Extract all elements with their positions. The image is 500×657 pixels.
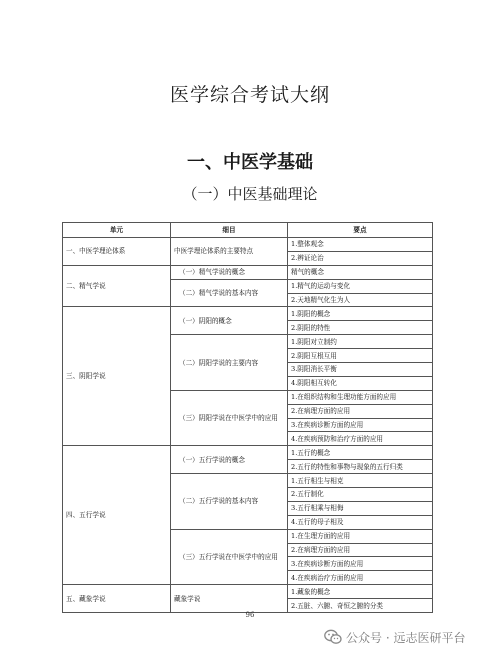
unit-cell: 四、五行学说 bbox=[63, 446, 171, 585]
point-cell: 2.五行的特性和事物与现象的五行归类 bbox=[288, 460, 433, 474]
item-cell: （一）精气学说的概念 bbox=[171, 265, 288, 279]
item-cell: 藏象学说 bbox=[171, 585, 288, 613]
point-cell: 1.在组织结构和生理功能方面的应用 bbox=[288, 390, 433, 404]
section-title: 一、中医学基础 bbox=[187, 152, 313, 173]
table-row bbox=[63, 265, 433, 279]
point-cell: 1.五行相生与相克 bbox=[288, 474, 433, 488]
point-cell: 1.整体观念 bbox=[288, 238, 433, 252]
item-cell: （三）五行学说在中医学中的应用 bbox=[171, 529, 288, 585]
point-cell: 精气的概念 bbox=[288, 265, 433, 279]
point-cell: 2.五脏、六腑、奇恒之腑的分类 bbox=[288, 599, 433, 613]
document-title: 医学综合考试大纲 bbox=[169, 84, 330, 106]
point-cell: 1.精气的运动与变化 bbox=[288, 279, 433, 293]
header-point: 要点 bbox=[288, 223, 433, 238]
point-cell: 4.在疾病预防和治疗方面的应用 bbox=[288, 432, 433, 446]
table-row bbox=[63, 585, 433, 599]
point-cell: 2.阴阳互根互用 bbox=[288, 349, 433, 363]
table-body bbox=[63, 238, 433, 613]
item-cell: （三）阴阳学说在中医学中的应用 bbox=[171, 390, 288, 446]
item-cell: （二）阴阳学说的主要内容 bbox=[171, 335, 288, 391]
header-item: 细目 bbox=[171, 223, 288, 238]
point-cell: 2.辨证论治 bbox=[288, 251, 433, 265]
unit-cell: 二、精气学说 bbox=[63, 265, 171, 307]
table-header-row bbox=[63, 223, 433, 238]
point-cell: 2.在病理方面的应用 bbox=[288, 543, 433, 557]
header-unit: 单元 bbox=[63, 223, 171, 238]
item-cell: （二）精气学说的基本内容 bbox=[171, 279, 288, 307]
point-cell: 3.在疾病诊断方面的应用 bbox=[288, 557, 433, 571]
point-cell: 4.阴阳相互转化 bbox=[288, 376, 433, 390]
unit-cell: 一、中医学理论体系 bbox=[63, 238, 171, 266]
item-cell: （一）五行学说的概念 bbox=[171, 446, 288, 474]
point-cell: 1.在生理方面的应用 bbox=[288, 529, 433, 543]
point-cell: 3.五行相乘与相侮 bbox=[288, 501, 433, 515]
table-row bbox=[63, 307, 433, 321]
point-cell: 3.在疾病诊断方面的应用 bbox=[288, 418, 433, 432]
page-number: 96 bbox=[245, 611, 255, 619]
point-cell: 1.阴阳对立制约 bbox=[288, 335, 433, 349]
table-row bbox=[63, 446, 433, 460]
wechat-official-account-icon bbox=[324, 629, 342, 645]
point-cell: 3.阴阳消长平衡 bbox=[288, 363, 433, 377]
unit-cell: 三、阴阳学说 bbox=[63, 307, 171, 446]
point-cell: 1.阴阳的概念 bbox=[288, 307, 433, 321]
point-cell: 1.藏象的概念 bbox=[288, 585, 433, 599]
item-cell: 中医学理论体系的主要特点 bbox=[171, 238, 288, 266]
point-cell: 4.五行的母子相及 bbox=[288, 515, 433, 529]
unit-cell: 五、藏象学说 bbox=[63, 585, 171, 613]
point-cell: 2.五行制化 bbox=[288, 488, 433, 502]
table-row bbox=[63, 238, 433, 252]
watermark bbox=[324, 627, 465, 647]
item-cell: （一）阴阳的概念 bbox=[171, 307, 288, 335]
point-cell: 4.在疾病治疗方面的应用 bbox=[288, 571, 433, 585]
point-cell: 2.天地精气化生为人 bbox=[288, 293, 433, 307]
point-cell: 2.阴阳的特性 bbox=[288, 321, 433, 335]
watermark-text: 公众号 · 远志医研平台 bbox=[346, 630, 466, 645]
syllabus-table bbox=[62, 222, 433, 613]
item-cell: （二）五行学说的基本内容 bbox=[171, 474, 288, 530]
point-cell: 1.五行的概念 bbox=[288, 446, 433, 460]
point-cell: 2.在病理方面的应用 bbox=[288, 404, 433, 418]
subsection-title: （一）中医基础理论 bbox=[182, 185, 318, 203]
